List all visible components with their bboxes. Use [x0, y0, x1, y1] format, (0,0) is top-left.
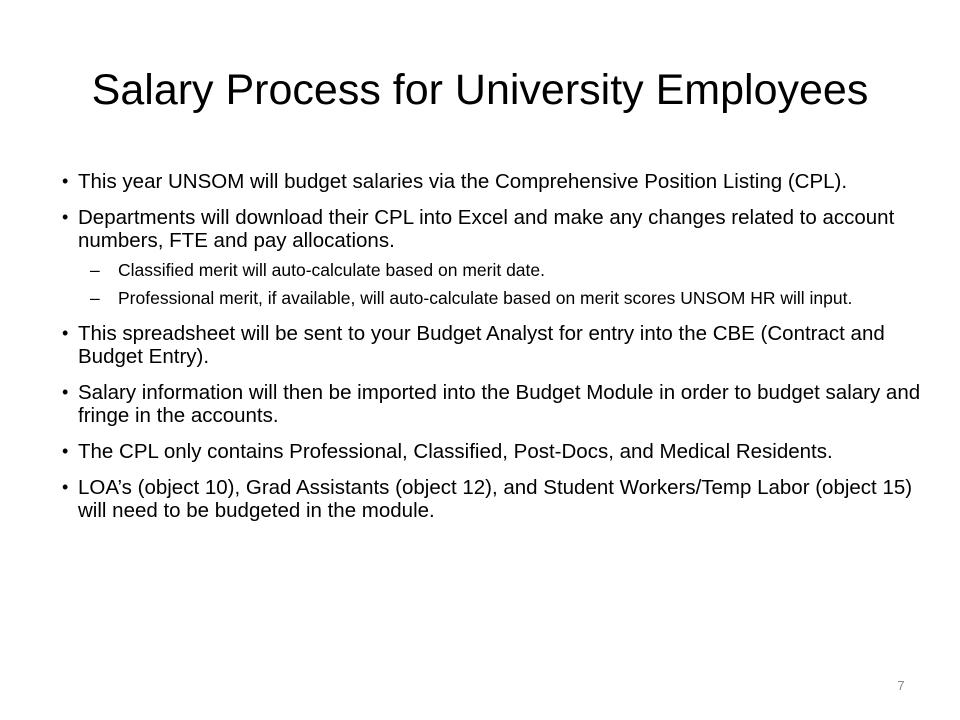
- bullet-text: Departments will download their CPL into Excel and make any changes related to account numbers, FTE and pay allocations.: [78, 206, 895, 252]
- bullet-marker: •: [62, 323, 69, 343]
- page-number: 7: [897, 678, 905, 693]
- bullet-item: [62, 170, 922, 193]
- bullet-text: This year UNSOM will budget salaries via the Comprehensive Position Listing (CPL).: [78, 170, 848, 193]
- sub-bullet-item: [62, 260, 922, 280]
- bullet-text: This spreadsheet will be sent to your Budget Analyst for entry into the CBE (Contract and Budget Entry).: [78, 322, 885, 368]
- bullet-marker: •: [62, 207, 69, 227]
- sub-bullet-marker: –: [90, 288, 100, 308]
- bullet-marker: •: [62, 441, 69, 461]
- sub-bullet-text: Professional merit, if available, will auto-calculate based on merit scores UNSOM HR will input.: [118, 288, 853, 308]
- bullet-text: Salary information will then be imported into the Budget Module in order to budget salary and fringe in the accounts.: [78, 381, 921, 427]
- bullet-marker: •: [62, 171, 69, 191]
- bullet-text: The CPL only contains Professional, Classified, Post-Docs, and Medical Residents.: [78, 440, 833, 463]
- bullet-item: [62, 476, 922, 522]
- bullet-list: [62, 170, 922, 522]
- sub-bullet-item: [62, 288, 922, 308]
- bullet-marker: •: [62, 382, 69, 402]
- bullet-item: [62, 322, 922, 368]
- sub-bullet-marker: –: [90, 260, 100, 280]
- bullet-item: [62, 440, 922, 463]
- bullet-text: LOA’s (object 10), Grad Assistants (object 12), and Student Workers/Temp Labor (object 15) will need to be budgeted in the module.: [78, 476, 913, 522]
- sub-bullet-text: Classified merit will auto-calculate based on merit date.: [118, 260, 545, 280]
- bullet-item: [62, 206, 922, 252]
- slide-title: Salary Process for University Employees: [91, 66, 869, 114]
- bullet-marker: •: [62, 477, 69, 497]
- bullet-item: [62, 381, 922, 427]
